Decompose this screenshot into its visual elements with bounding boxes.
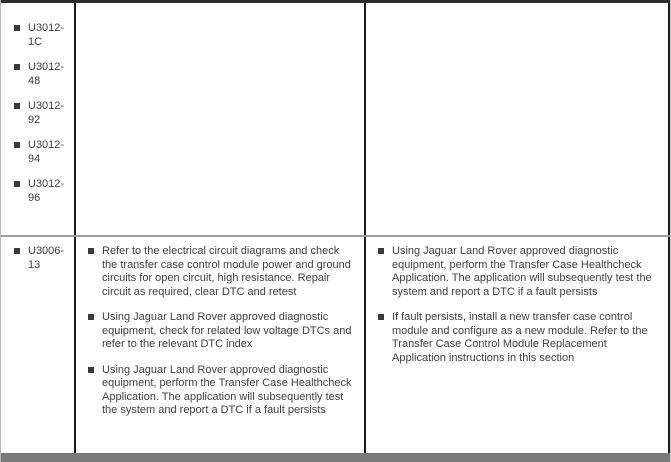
list-item-text: Using Jaguar Land Rover approved diagnostic equipment, perform the Transfer Case Healthcheck Application. The application will subsequently test the system and report a DTC if a fault persists bbox=[392, 245, 652, 298]
verification-cell bbox=[366, 3, 670, 235]
square-bullet-icon bbox=[14, 25, 20, 31]
list-item bbox=[378, 311, 658, 365]
list-item bbox=[88, 245, 354, 299]
list-item-text: Using Jaguar Land Rover approved diagnostic equipment, perform the Transfer Case Healthcheck Application. The application will subsequently test the system and report a DTC if a fault persists bbox=[102, 363, 352, 416]
list-item-text: U3012-92 bbox=[28, 100, 65, 126]
list-item bbox=[14, 178, 70, 205]
list-item bbox=[378, 245, 658, 299]
list-item bbox=[14, 22, 70, 49]
list-item bbox=[14, 100, 70, 127]
square-bullet-icon bbox=[14, 103, 20, 109]
verification-cell bbox=[366, 237, 670, 453]
dtc-code-list bbox=[14, 22, 70, 205]
list-item-text: U3012-96 bbox=[28, 178, 65, 204]
list-item bbox=[14, 245, 70, 272]
square-bullet-icon bbox=[14, 181, 20, 187]
diagnostic-action-list bbox=[88, 245, 354, 418]
square-bullet-icon bbox=[88, 367, 94, 373]
dtc-code-list bbox=[14, 245, 70, 272]
square-bullet-icon bbox=[88, 314, 94, 320]
square-bullet-icon bbox=[378, 314, 384, 320]
list-item bbox=[14, 139, 70, 166]
square-bullet-icon bbox=[378, 248, 384, 254]
list-item-text: U3006-13 bbox=[28, 245, 65, 271]
list-item-text: U3012-48 bbox=[28, 61, 65, 87]
square-bullet-icon bbox=[14, 248, 20, 254]
list-item-text: U3012-94 bbox=[28, 139, 65, 165]
diagnostic-action-cell bbox=[76, 3, 366, 235]
list-item-text: Using Jaguar Land Rover approved diagnostic equipment, check for related low voltage DTCs and refer to the relevant DTC index bbox=[102, 311, 352, 350]
table-bottom-border bbox=[1, 453, 670, 462]
table-row bbox=[1, 237, 670, 453]
square-bullet-icon bbox=[88, 248, 94, 254]
list-item bbox=[88, 364, 354, 418]
table-row bbox=[1, 3, 670, 237]
list-item-text: Refer to the electrical circuit diagrams and check the transfer case control module power and ground circuits for open circuit, high resistance. Repair circuit as required, clear DTC and retest bbox=[102, 245, 351, 298]
list-item-text: If fault persists, install a new transfer case control module and configure as a new module. Refer to the Transfer Case Control Module Replacement Application instructions in this section bbox=[392, 311, 648, 364]
list-item-text: U3012-1C bbox=[28, 22, 65, 48]
list-item bbox=[14, 61, 70, 88]
dtc-code-cell bbox=[1, 237, 76, 453]
square-bullet-icon bbox=[14, 64, 20, 70]
list-item bbox=[88, 311, 354, 352]
diagnostic-action-cell bbox=[76, 237, 366, 453]
dtc-index-table bbox=[1, 0, 670, 462]
square-bullet-icon bbox=[14, 142, 20, 148]
verification-list bbox=[378, 245, 658, 365]
dtc-code-cell bbox=[1, 3, 76, 235]
